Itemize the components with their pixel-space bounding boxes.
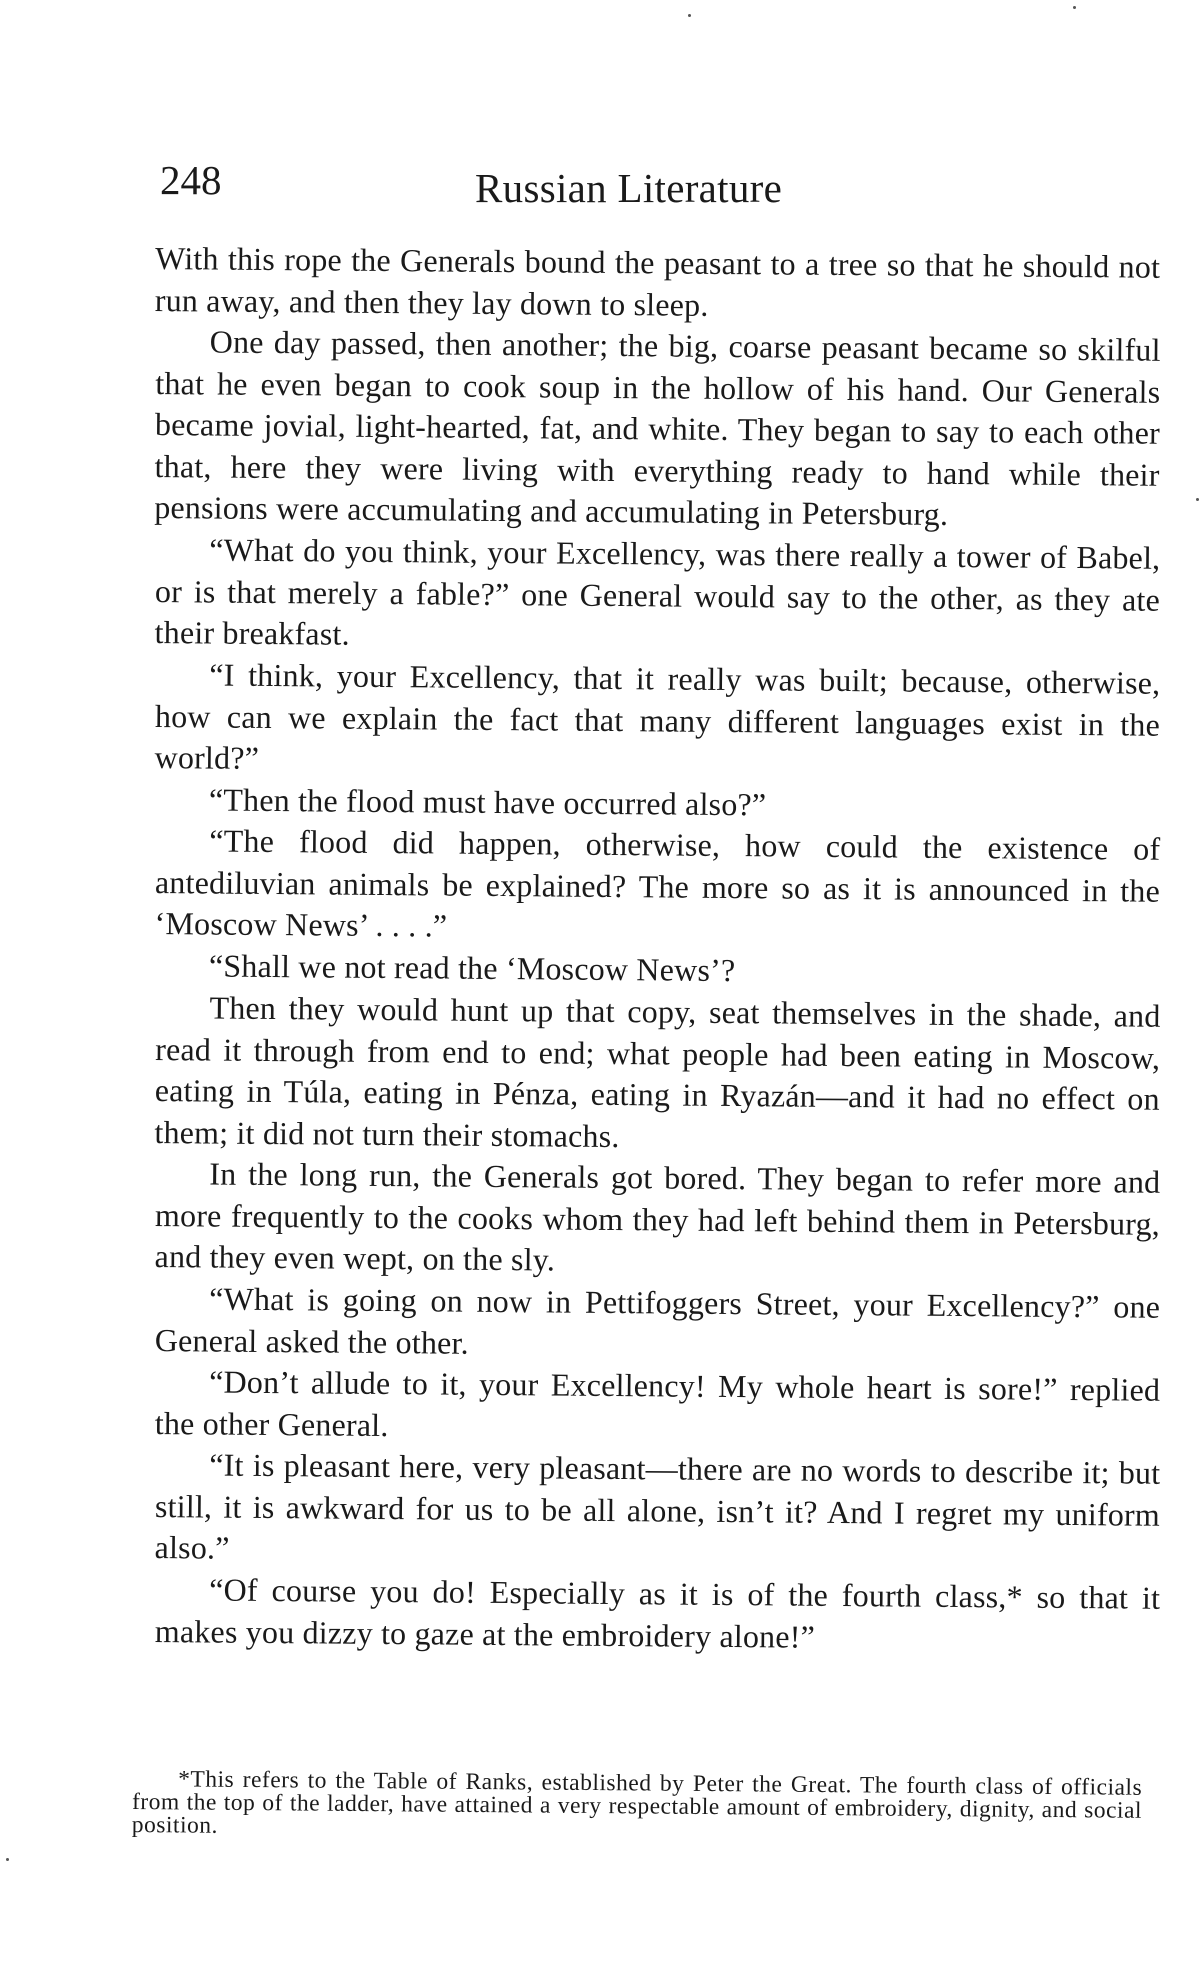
page-number: 248 (160, 157, 222, 203)
scan-speck (6, 1858, 9, 1861)
paragraph-3: “What do you think, your Excellency, was there really a tower of Babel, or is that merely a fable?” one General would say to the other, as they ate their breakfast. (154, 531, 1161, 653)
paragraph-4: “I think, your Excellency, that it really was built; because, otherwise, how can we explain the fact that many different languages exist in the world?” (154, 656, 1161, 777)
scan-speck (1073, 6, 1076, 9)
paragraph-2: One day passed, then another; the big, coarse peasant became so skilful that he even began to cook soup in the hollow of his hand. Our Generals became jovial, light-hearted, fat, and white. They began to say to each other that, here they were living with everything ready to hand while their pensions were accumulating and accumulating in Petersburg. (154, 323, 1161, 533)
running-title: Russian Literature (475, 165, 783, 211)
paragraph-1: With this rope the Generals bound the peasant to a tree so that he should not run away, and then they lay down to sleep. (154, 240, 1161, 323)
paragraph-5: “Then the flood must have occurred also?” (208, 781, 767, 823)
paragraph-9: In the long run, the Generals got bored. They began to refer more and more frequently to the cooks whom they had left behind them in Petersburg, and they even wept, on the sly. (154, 1155, 1161, 1278)
paragraph-7: “Shall we not read the ‘Moscow News’? (208, 947, 736, 989)
scan-speck (688, 14, 691, 17)
paragraph-10: “What is going on now in Pettifoggers Street, your Excellency?” one General asked the other. (154, 1280, 1161, 1361)
paragraph-12: “It is pleasant here, very pleasant—there are no words to describe it; but still, it is awkward for us to be all alone, isn’t it? And I regret my uniform also.” (154, 1446, 1161, 1567)
paragraph-8: Then they would hunt up that copy, seat themselves in the shade, and read it through from end to end; what people had been eating in Moscow, eating in Túla, eating in Pénza, eating in Ryazán—and it had no effect on them; it did not turn their stomachs. (154, 989, 1161, 1154)
body-text (154, 238, 1161, 1655)
paragraph-11: “Don’t allude to it, your Excellency! My whole heart is sore!” replied the other General. (154, 1363, 1161, 1443)
scan-speck (1196, 498, 1199, 501)
page-header (160, 150, 860, 210)
paragraph-6: “The flood did happen, otherwise, how could the existence of antediluvian animals be explained? The more so as it is announced in the ‘Moscow News’ . . . .” (154, 822, 1161, 945)
paragraph-13: “Of course you do! Especially as it is of the fourth class,* so that it makes you dizzy to gaze at the embroidery alone!” (154, 1571, 1161, 1655)
footnote-text: *This refers to the Table of Ranks, established by Peter the Great. The fourth class of officials from the top of the ladder, have attained a very respectable amount of embroidery, dignity, and social position. (131, 1766, 1143, 1839)
footnote (132, 1768, 1142, 1837)
